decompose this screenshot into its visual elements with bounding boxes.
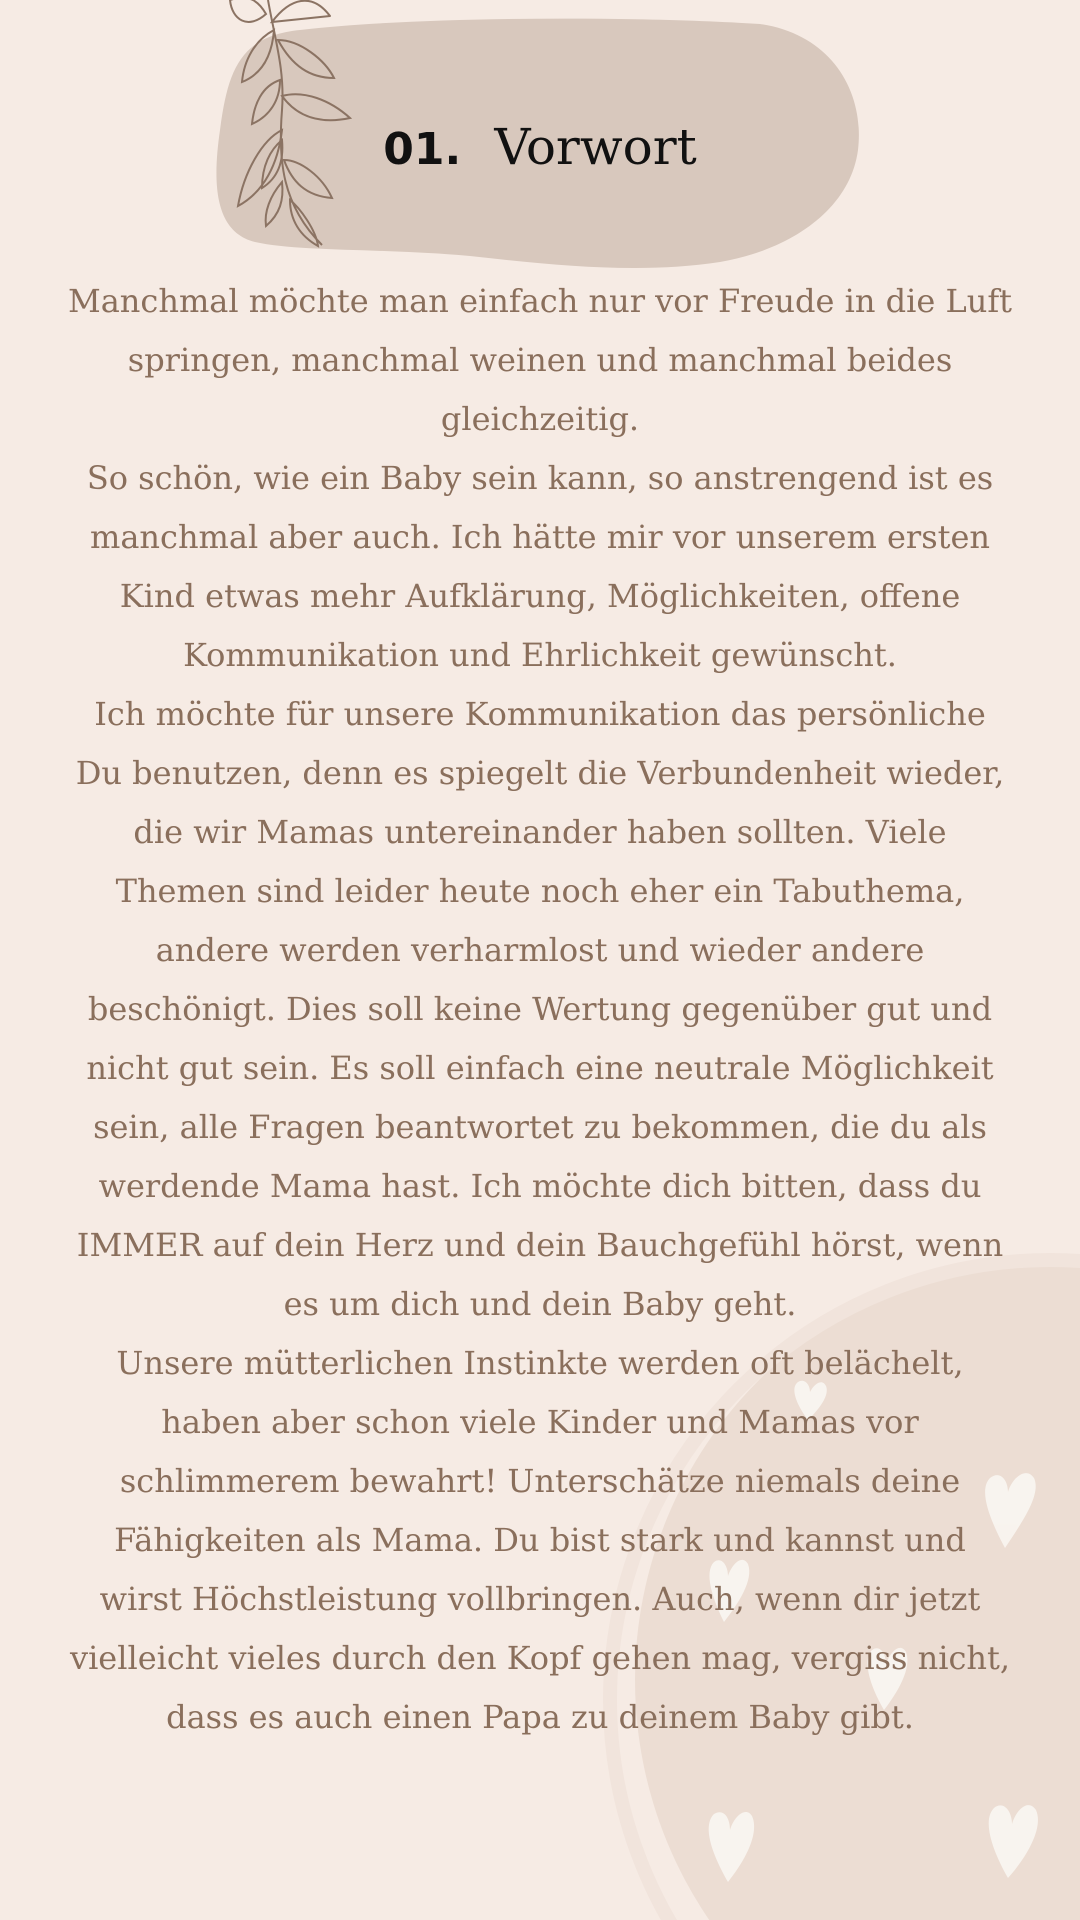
text-line: schlimmerem bewahrt! Unterschätze niemals deine xyxy=(119,1462,961,1500)
page-title xyxy=(0,118,1080,176)
text-line: Du benutzen, denn es spiegelt die Verbundenheit wieder, xyxy=(75,754,1005,792)
text-line: gleichzeitig. xyxy=(440,400,640,438)
chapter-number: 01. xyxy=(383,124,462,175)
text-line: IMMER auf dein Herz und dein Bauchgefühl hörst, wenn xyxy=(76,1226,1004,1264)
text-line: werdende Mama hast. Ich möchte dich bitten, dass du xyxy=(98,1167,982,1205)
text-line: Kind etwas mehr Aufklärung, Möglichkeiten, offene xyxy=(119,577,961,615)
text-line: springen, manchmal weinen und manchmal beides xyxy=(127,341,953,379)
foreword-body xyxy=(54,272,1026,1747)
text-line: nicht gut sein. Es soll einfach eine neutrale Möglichkeit xyxy=(86,1049,994,1087)
text-line: Kommunikation und Ehrlichkeit gewünscht. xyxy=(183,636,897,674)
text-line: Ich möchte für unsere Kommunikation das persönliche xyxy=(94,695,986,733)
text-line: die wir Mamas untereinander haben sollten. Viele xyxy=(133,813,947,851)
text-line: Unsere mütterlichen Instinkte werden oft belächelt, xyxy=(116,1344,964,1382)
text-line: wirst Höchstleistung vollbringen. Auch, wenn dir jetzt xyxy=(99,1580,981,1618)
text-line: manchmal aber auch. Ich hätte mir vor unserem ersten xyxy=(89,518,991,556)
text-line: andere werden verharmlost und wieder andere xyxy=(155,931,925,969)
chapter-title: Vorwort xyxy=(494,118,697,176)
text-line: es um dich und dein Baby geht. xyxy=(283,1285,797,1323)
text-line: Themen sind leider heute noch eher ein Tabuthema, xyxy=(115,872,965,910)
text-line: So schön, wie ein Baby sein kann, so anstrengend ist es xyxy=(86,459,994,497)
text-line: dass es auch einen Papa zu deinem Baby gibt. xyxy=(166,1698,914,1736)
text-line: Fähigkeiten als Mama. Du bist stark und kannst und xyxy=(114,1521,966,1559)
text-line: sein, alle Fragen beantwortet zu bekommen, die du als xyxy=(93,1108,987,1146)
text-line: Manchmal möchte man einfach nur vor Freude in die Luft xyxy=(67,282,1013,320)
text-line: beschönigt. Dies soll keine Wertung gegenüber gut und xyxy=(87,990,993,1028)
text-line: vielleicht vieles durch den Kopf gehen mag, vergiss nicht, xyxy=(69,1639,1011,1677)
text-line: haben aber schon viele Kinder und Mamas vor xyxy=(161,1403,919,1441)
